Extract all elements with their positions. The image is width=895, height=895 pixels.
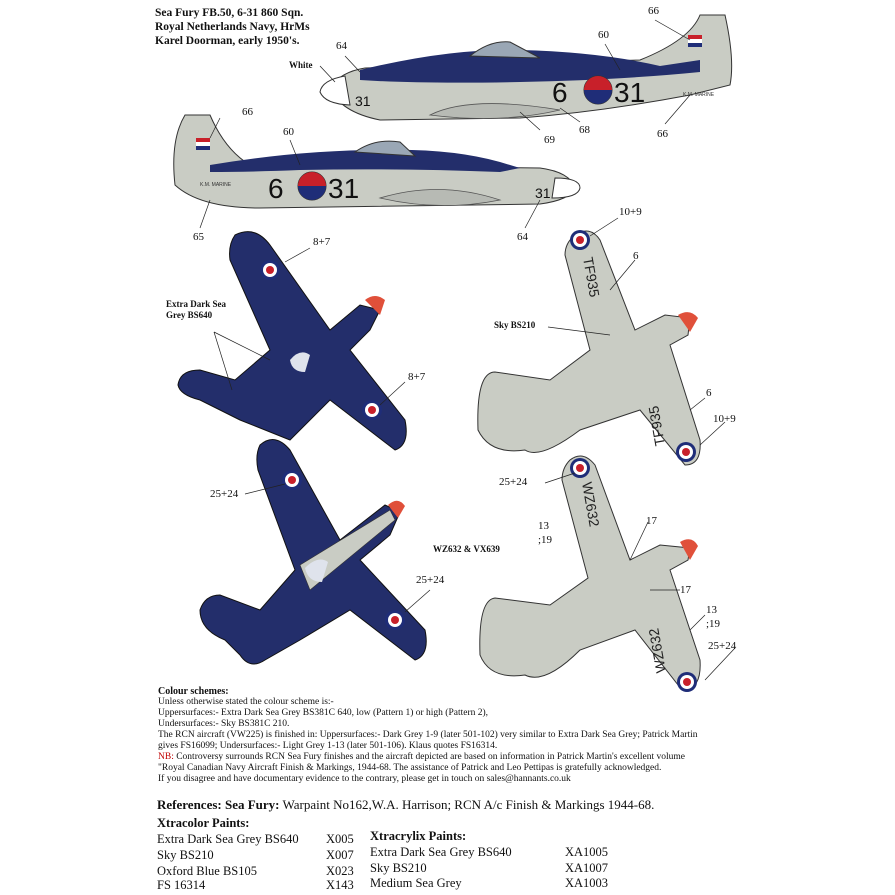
side-profile-top xyxy=(320,15,732,130)
callout-8-7-a: 8+7 xyxy=(313,236,331,248)
xtracolor-code: X023 xyxy=(326,864,354,878)
code-31-top: 31 xyxy=(614,77,646,108)
callout-6-a: 6 xyxy=(633,250,639,262)
notes-line: "Royal Canadian Navy Aircraft Finish & Markings, 1944-68. The assistance of Patrick and Leo Pettipas is gratefully acknowledged. xyxy=(158,763,662,773)
plan-under-2 xyxy=(480,456,735,692)
notes-line: gives FS16099; Undersurfaces:- Light Grey 1-13 (later 501-106). Klaus quotes FS16314. xyxy=(158,741,498,751)
callout-sky: Sky BS210 xyxy=(494,320,536,330)
references-text: Warpaint No162,W.A. Harrison; RCN A/c Finish & Markings 1944-68. xyxy=(282,797,655,812)
nav-text-bottom: K.M. MARINE xyxy=(200,182,232,188)
xtracolor-name: FS 16314 xyxy=(157,878,206,892)
callout-17-b: 17 xyxy=(680,584,691,596)
serial-tf935-wing-2: TF935 xyxy=(645,404,668,448)
code-31-bottom: 31 xyxy=(328,173,360,204)
notes-heading: Colour schemes: xyxy=(158,686,229,697)
nb-text: Controversy surrounds RCN Sea Fury finishes and the aircraft depicted are based on information in Patrick Martin's excellent volume xyxy=(173,752,685,762)
serial-tf935-wing-1: TF935 xyxy=(580,255,603,299)
callout-10-9-b: 10+9 xyxy=(713,413,736,425)
serial-wz632-wing-2: WZ632 xyxy=(645,627,669,675)
xtracolor-name: Oxford Blue BS105 xyxy=(157,864,257,878)
code-6-bottom: 6 xyxy=(268,173,284,204)
callout-25-24-b: 25+24 xyxy=(416,574,445,586)
callout-17-a: 17 xyxy=(646,515,657,527)
xtracolor-name: Extra Dark Sea Grey BS640 xyxy=(157,832,299,846)
xtracrylix-code: XA1005 xyxy=(565,845,609,859)
notes-line: Uppersurfaces:- Extra Dark Sea Grey BS381C 640, low (Pattern 1) or high (Pattern 2), xyxy=(158,708,489,718)
callout-60-top: 60 xyxy=(598,29,609,41)
xtracrylix-code: XA1007 xyxy=(565,861,609,875)
code-6-top: 6 xyxy=(552,77,568,108)
callout-13-19-b: 13 ;19 xyxy=(706,604,721,630)
callout-25-24-c: 25+24 xyxy=(499,476,528,488)
xtracrylix-heading: Xtracrylix Paints: xyxy=(370,829,467,843)
callout-60-bottom: 60 xyxy=(283,126,294,138)
callout-6-b: 6 xyxy=(706,387,712,399)
notes-line: The RCN aircraft (VW225) is finished in: Uppersurfaces:- Dark Grey 1-9 (later 501-102) very similar to Extra Dark Sea Grey; Patrick Martin xyxy=(158,730,698,740)
xtracolor-heading: Xtracolor Paints: xyxy=(157,816,250,830)
xtracolor-code: X007 xyxy=(326,848,354,862)
serial-wz632-wing-1: WZ632 xyxy=(579,480,603,528)
nav-text-top: K.M. MARINE xyxy=(683,92,715,98)
title-line: Karel Doorman, early 1950's. xyxy=(155,35,300,47)
title-line: Royal Netherlands Navy, HrMs xyxy=(155,21,310,33)
callout-13-19-a: 13 ;19 xyxy=(538,520,553,546)
references-label: References: xyxy=(157,797,222,812)
callout-66-top-tail: 66 xyxy=(648,5,659,17)
callout-68: 68 xyxy=(579,124,590,136)
xtracolor-name: Sky BS210 xyxy=(157,848,214,862)
callout-serials: WZ632 & VX639 xyxy=(433,544,500,554)
callout-25-24-d: 25+24 xyxy=(708,640,737,652)
title-line: Sea Fury FB.50, 6-31 860 Sqn. xyxy=(155,7,304,19)
callout-66-lower: 66 xyxy=(657,128,668,140)
notes-nb-line xyxy=(158,752,758,763)
notes-line: Unless otherwise stated the colour scheme is:- xyxy=(158,697,334,707)
xtracrylix-code: XA1003 xyxy=(565,876,609,890)
nb-label: NB: xyxy=(158,752,174,762)
plan-upper-2 xyxy=(200,440,430,664)
nose-code-top: 31 xyxy=(355,93,371,109)
callout-64-bottom: 64 xyxy=(517,231,528,243)
callout-65: 65 xyxy=(193,231,204,243)
notes-line: Undersurfaces:- Sky BS381C 210. xyxy=(158,719,290,729)
callout-66-bottom-tail: 66 xyxy=(242,106,253,118)
xtracolor-code: X005 xyxy=(326,832,354,846)
callout-25-24-a: 25+24 xyxy=(210,488,239,500)
callout-extra-dark-sea-grey: Extra Dark Sea Grey BS640 xyxy=(166,299,226,320)
callout-10-9-a: 10+9 xyxy=(619,206,642,218)
callout-8-7-b: 8+7 xyxy=(408,371,426,383)
callout-69: 69 xyxy=(544,134,555,146)
references xyxy=(157,797,654,813)
plan-under-1 xyxy=(478,218,725,465)
xtracrylix-name: Extra Dark Sea Grey BS640 xyxy=(370,845,512,859)
xtracrylix-name: Medium Sea Grey xyxy=(370,876,462,890)
callout-64-top: 64 xyxy=(336,40,347,52)
side-profile-bottom xyxy=(174,115,580,228)
xtracrylix-name: Sky BS210 xyxy=(370,861,427,875)
references-subject: Sea Fury: xyxy=(224,797,280,812)
notes-line: If you disagree and have documentary evidence to the contrary, please get in touch on sales@hannants.co.uk xyxy=(158,774,571,784)
xtracolor-code: X143 xyxy=(326,878,354,892)
nose-code-bottom: 31 xyxy=(535,185,551,201)
colour-notes xyxy=(158,686,758,785)
plan-upper-1 xyxy=(178,232,406,450)
callout-white: White xyxy=(289,60,313,70)
